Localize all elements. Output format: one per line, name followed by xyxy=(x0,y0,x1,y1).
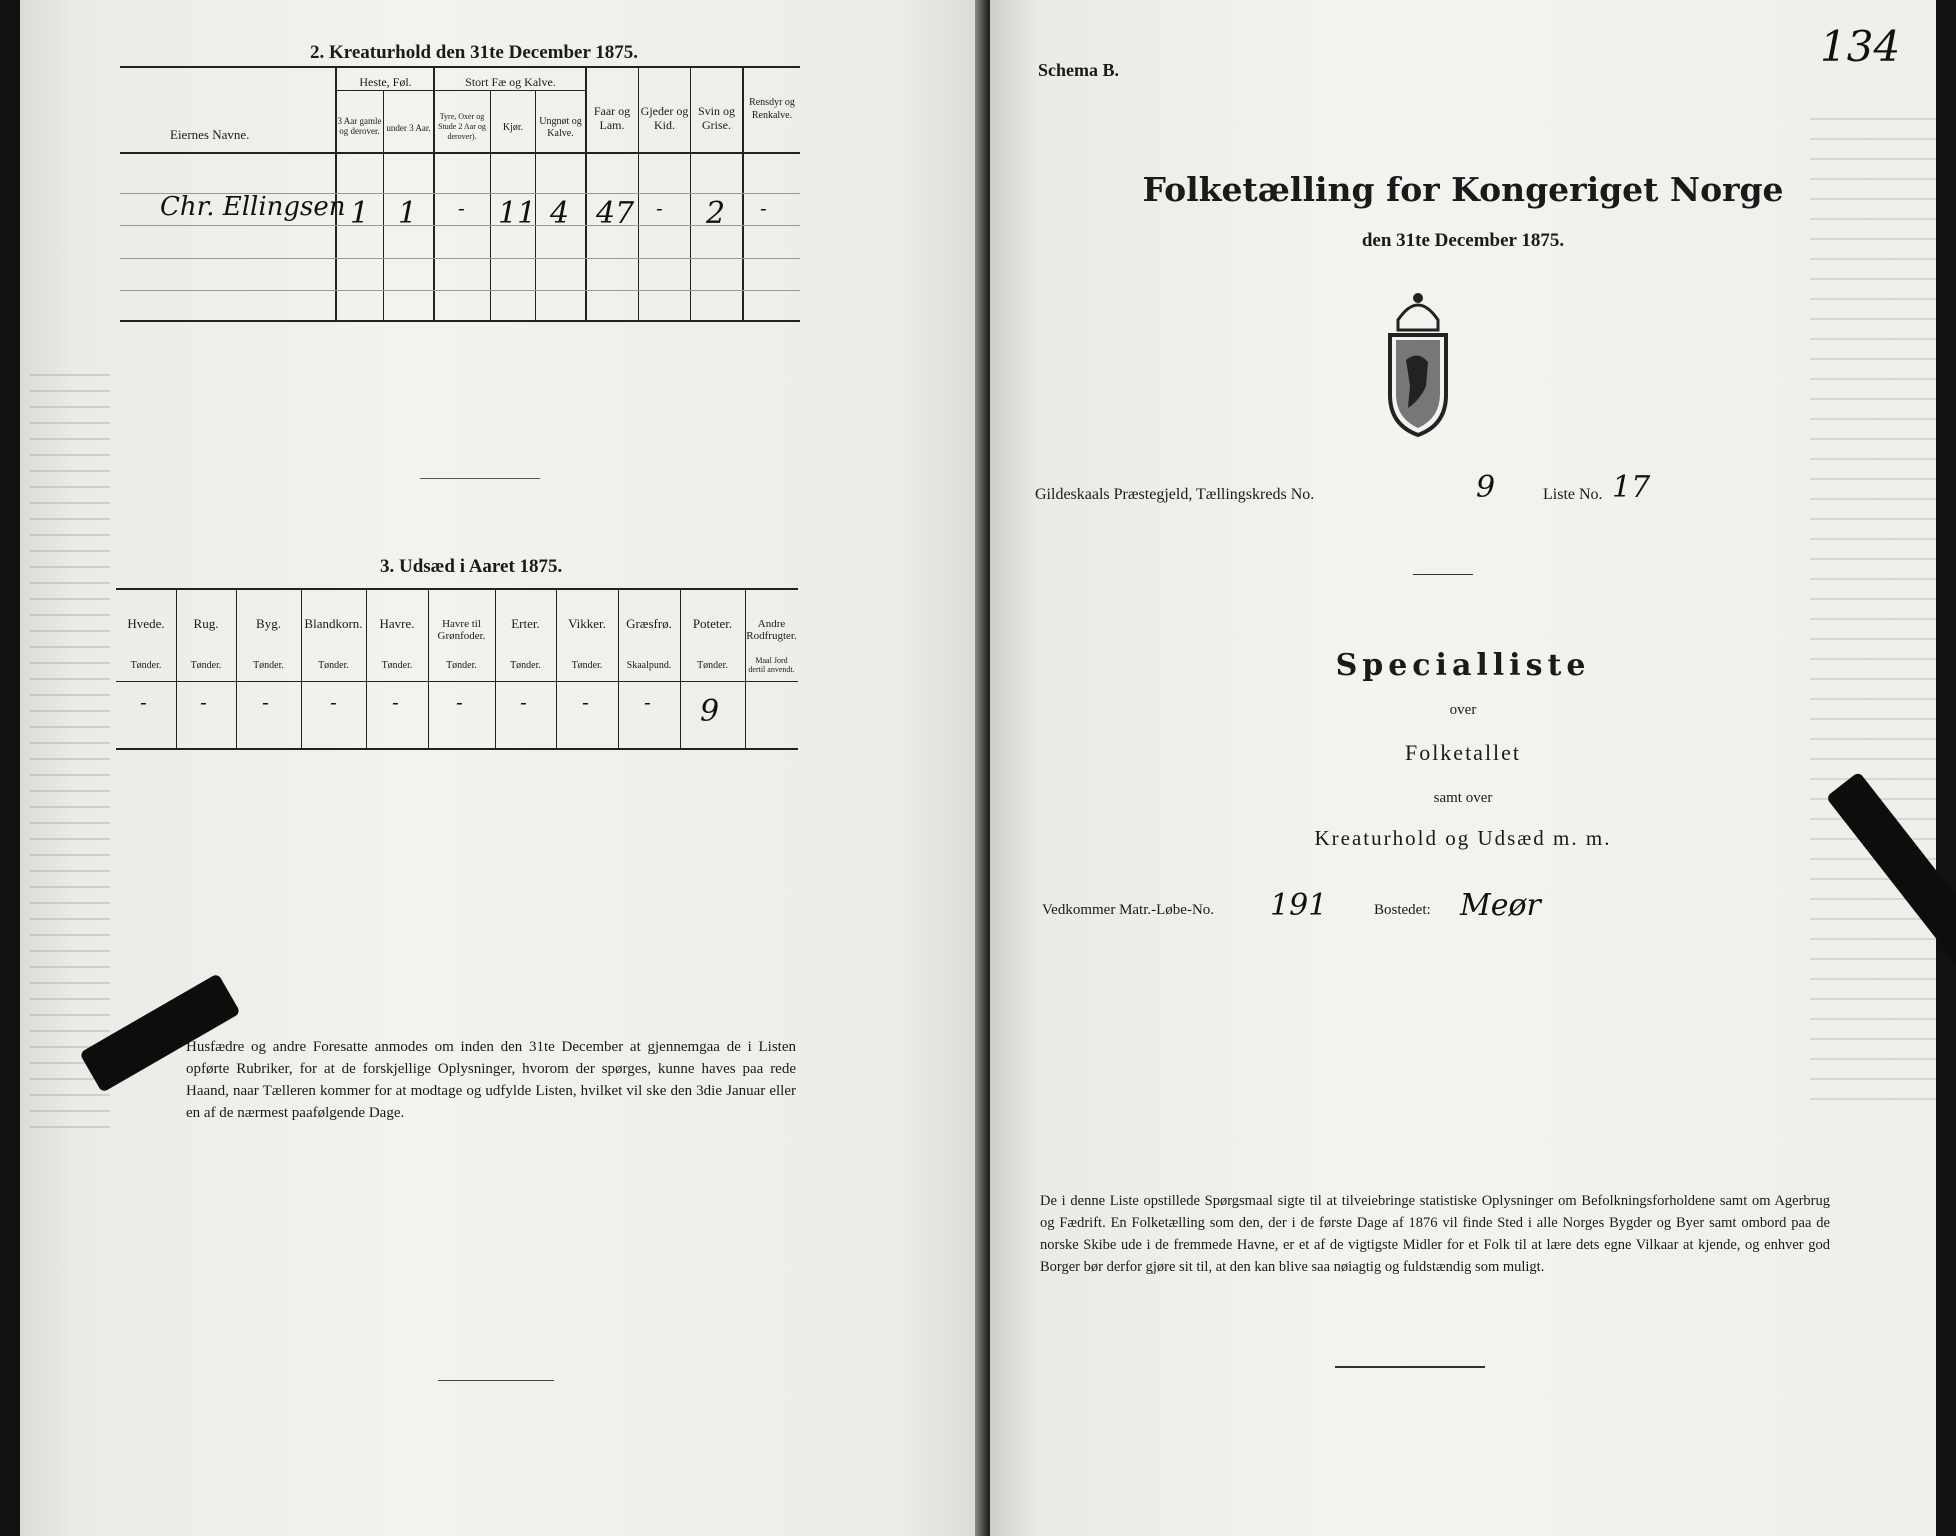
coat-of-arms-icon xyxy=(1368,290,1468,440)
tellingskreds-number: 9 xyxy=(1476,470,1496,505)
horses-group-header: Heste, Føl. xyxy=(359,75,412,89)
seed-col-unit: Tønder. xyxy=(571,660,603,671)
seed-col-unit: Tønder. xyxy=(697,660,728,671)
main-title: Folketælling for Kongeriget Norge xyxy=(1142,170,1784,209)
col-header-pigs: Svin og Grise. xyxy=(697,104,735,132)
divider xyxy=(1413,574,1473,575)
seed-table-top-rule xyxy=(116,588,798,590)
seed-col-header: Hvede. xyxy=(127,616,165,631)
samt-over-text: samt over xyxy=(1433,790,1493,806)
seed-value-havre: - xyxy=(392,690,399,714)
col-header-horses-old: 3 Aar gamle og derover. xyxy=(337,116,382,136)
seed-value-poteter: 9 xyxy=(700,694,720,729)
parish-label: Gildeskaals Præstegjeld, Tællingskreds No. xyxy=(1035,486,1315,503)
bleed-through-margin xyxy=(30,360,110,1140)
seed-value-rug: - xyxy=(200,690,207,714)
seed-col-header: Græsfrø. xyxy=(626,616,672,631)
value-bulls: - xyxy=(458,196,465,220)
col-header-cows: Kjør. xyxy=(502,122,524,133)
seed-col-header: Havre til Grønfoder. xyxy=(437,618,486,642)
value-young-cattle: 4 xyxy=(550,196,570,231)
bottom-divider xyxy=(438,1380,554,1381)
seed-col-header: Havre. xyxy=(379,616,415,631)
footer-text: De i denne Liste opstillede Spørgsmaal sigte til at tilveiebringe statistiske Oplysninger om Befolkningsforholdene samt om Agerbrug og Fædrift. En Folketælling som den, der i de første Dage af 1876 vil finde Sted i alle Norges Bygder og Byer samt ombord paa de norske Skibe ude i de fremmede Havne, er et af de vigtigste Midler for et Folk til at lære dets egne Vilkaar at kjende, og enhver god Borger bør derfor gjøre sit til, at den kan blive saa nøiagtig og fuldstændig som muligt. xyxy=(1040,1193,1830,1275)
bostedet-label: Bostedet: xyxy=(1374,902,1431,918)
owner-name: Chr. Ellingsen xyxy=(160,192,346,222)
subheader-rule xyxy=(335,90,585,91)
cattle-group-header: Stort Fæ og Kalve. xyxy=(465,75,556,89)
seed-col-header: Andre Rodfrugter. xyxy=(746,618,797,642)
seed-col-header: Blandkorn. xyxy=(304,616,363,631)
value-horses-young: 1 xyxy=(398,196,418,231)
value-horses-old: 1 xyxy=(350,196,370,231)
value-cows: 11 xyxy=(498,196,537,231)
seed-col-unit: Tønder. xyxy=(253,660,284,671)
seed-col-unit: Tønder. xyxy=(381,660,413,671)
seed-col-header: Byg. xyxy=(256,616,281,631)
col-header-bulls: Tyre, Oxer og Stude 2 Aar og derover). xyxy=(438,112,486,141)
matr-label: Vedkommer Matr.-Løbe-No. xyxy=(1042,902,1215,918)
liste-number: 17 xyxy=(1612,470,1651,505)
owner-header: Eiernes Navne. xyxy=(170,127,250,142)
bleed-through-margin xyxy=(1810,100,1936,1100)
schema-label: Schema B. xyxy=(1038,60,1119,80)
bottom-divider xyxy=(1335,1366,1485,1368)
section2-title: 2. Kreaturhold den 31te December 1875. xyxy=(310,42,639,63)
seed-value-gronfoder: - xyxy=(456,690,463,714)
value-reindeer: - xyxy=(760,196,767,220)
col-header-sheep: Faar og Lam. xyxy=(593,104,631,132)
bostedet-value: Meør xyxy=(1460,888,1541,923)
value-pigs: 2 xyxy=(706,196,726,231)
seed-value-vikker: - xyxy=(582,690,589,714)
col-header-reindeer: Rensdyr og Renkalve. xyxy=(749,97,795,121)
col-header-goats: Gjeder og Kid. xyxy=(640,104,689,132)
seed-value-hvede: - xyxy=(140,690,147,714)
col-header-young-cattle: Ungnøt og Kalve. xyxy=(539,116,582,139)
seed-col-unit: Tønder. xyxy=(130,660,162,671)
kreaturhold-heading: Kreaturhold og Udsæd m. m. xyxy=(1314,826,1612,850)
notice-text: Husfædre og andre Foresatte anmodes om inden den 31te December at gjennemgaa de i Listen opførte Rubriker, for at de forskjellige Oplysninger, hvorom der spørges, kunne haves paa rede Haand, naar Tælleren kommer for at modtage og udfylde Listen, hvilket vil ske den 3die Januar eller en af de nærmest paafølgende Dage. xyxy=(186,1039,796,1121)
seed-col-unit: Skaalpund. xyxy=(626,660,672,671)
seed-col-unit: Tønder. xyxy=(510,660,541,671)
seed-table-bottom-rule xyxy=(116,748,798,750)
seed-col-header: Poteter. xyxy=(692,616,733,631)
seed-col-unit: Tønder. xyxy=(190,660,222,671)
seed-col-header: Rug. xyxy=(193,616,219,631)
row-rule xyxy=(120,290,800,291)
matr-number: 191 xyxy=(1270,888,1328,923)
col-header-horses-young: under 3 Aar. xyxy=(386,123,431,133)
seed-header-rule xyxy=(116,681,798,682)
value-goats: - xyxy=(656,196,663,220)
header-rule xyxy=(120,152,800,154)
row-rule xyxy=(120,258,800,259)
seed-value-blandkorn: - xyxy=(330,690,337,714)
liste-label: Liste No. xyxy=(1543,486,1603,503)
left-page xyxy=(20,0,995,1536)
table-top-rule xyxy=(120,66,800,68)
seed-col-unit: Tønder. xyxy=(318,660,349,671)
divider xyxy=(420,478,540,479)
over-text: over xyxy=(1449,702,1477,718)
specialliste-heading: Specialliste xyxy=(1335,648,1591,683)
seed-col-header: Erter. xyxy=(511,616,540,631)
value-sheep: 47 xyxy=(596,196,635,231)
column-divider xyxy=(433,68,435,320)
seed-col-header: Vikker. xyxy=(568,616,606,631)
seed-col-unit: Maal Jord dertil anvendt. xyxy=(748,656,795,674)
seed-col-unit: Tønder. xyxy=(446,660,477,671)
right-page xyxy=(990,0,1936,1536)
date-line: den 31te December 1875. xyxy=(1361,230,1565,251)
page-number: 134 xyxy=(1820,22,1901,71)
seed-value-graesfro: - xyxy=(644,690,651,714)
seed-value-erter: - xyxy=(520,690,527,714)
seed-value-byg: - xyxy=(262,690,269,714)
section3-title: 3. Udsæd i Aaret 1875. xyxy=(380,556,563,577)
row-rule xyxy=(120,225,800,226)
folketallet-heading: Folketallet xyxy=(1404,740,1522,765)
table-bottom-rule xyxy=(120,320,800,322)
